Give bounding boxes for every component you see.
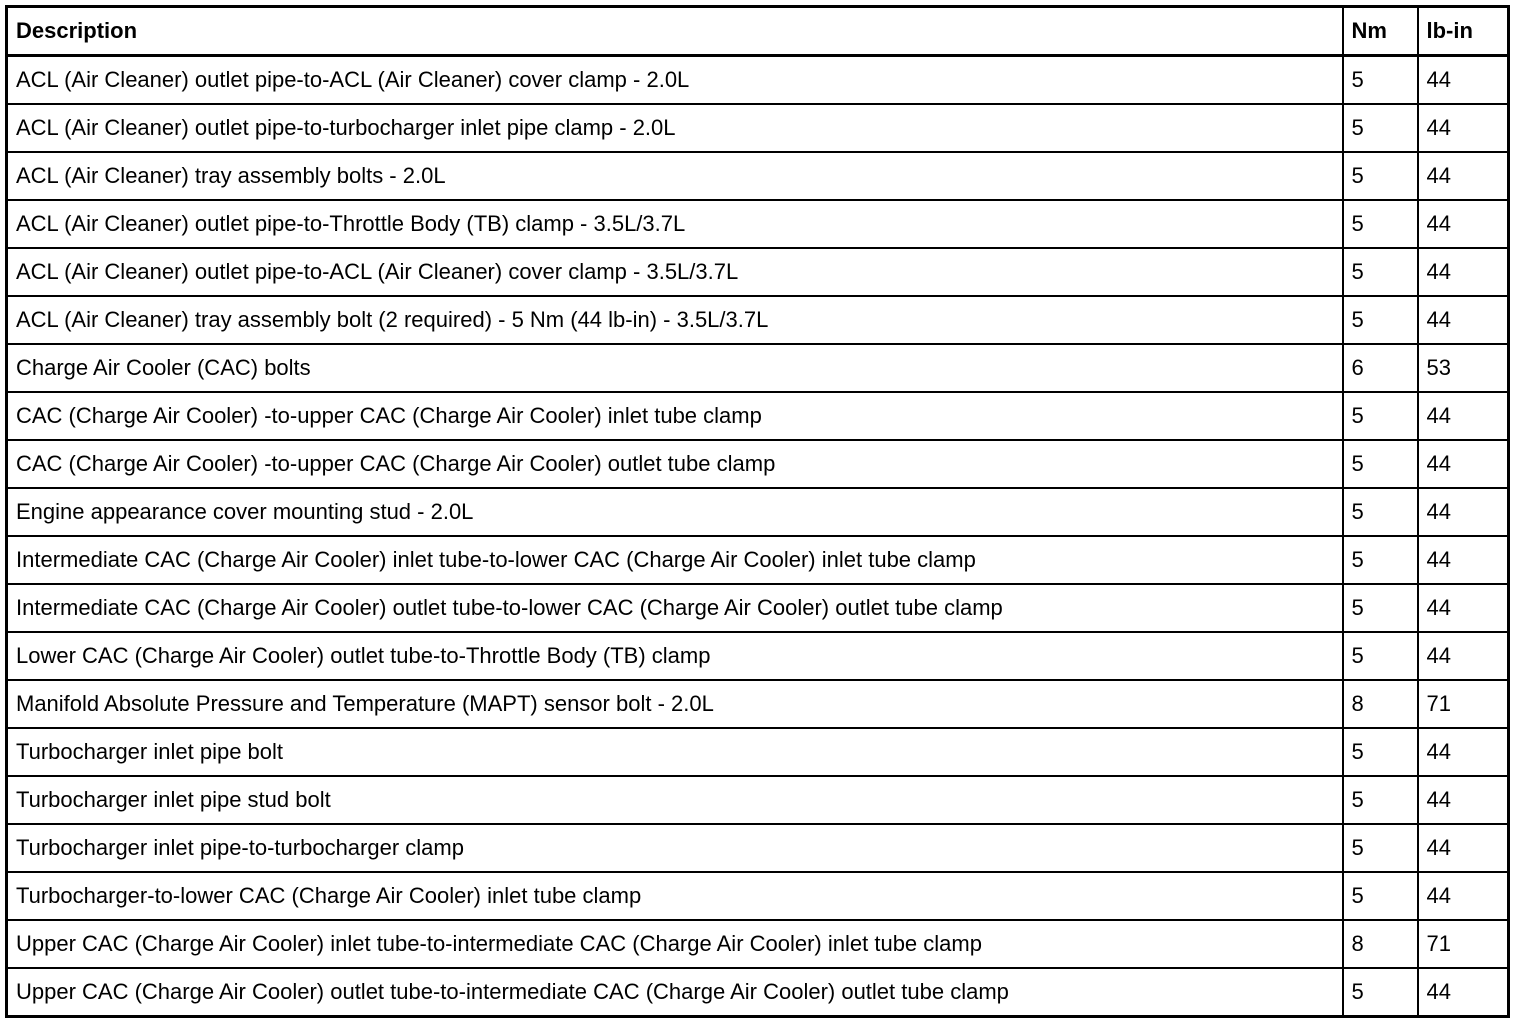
nm-cell: 5 [1343,248,1418,296]
table-row [7,536,1509,584]
nm-cell: 5 [1343,728,1418,776]
table-body [7,56,1509,1017]
description-cell: Manifold Absolute Pressure and Temperature (MAPT) sensor bolt - 2.0L [7,680,1343,728]
description-cell: Turbocharger inlet pipe stud bolt [7,776,1343,824]
description-cell: Turbocharger inlet pipe-to-turbocharger clamp [7,824,1343,872]
lb-in-cell: 53 [1418,344,1509,392]
lb-in-cell: 44 [1418,536,1509,584]
lb-in-cell: 44 [1418,56,1509,105]
nm-cell: 5 [1343,152,1418,200]
table-row [7,680,1509,728]
table-row [7,200,1509,248]
table-row [7,488,1509,536]
nm-cell: 5 [1343,440,1418,488]
column-header-description: Description [7,7,1343,56]
nm-cell: 5 [1343,968,1418,1017]
description-cell: Upper CAC (Charge Air Cooler) inlet tube-to-intermediate CAC (Charge Air Cooler) inlet tube clamp [7,920,1343,968]
description-cell: Turbocharger-to-lower CAC (Charge Air Cooler) inlet tube clamp [7,872,1343,920]
table-row [7,344,1509,392]
nm-cell: 5 [1343,872,1418,920]
lb-in-cell: 44 [1418,200,1509,248]
description-cell: Charge Air Cooler (CAC) bolts [7,344,1343,392]
description-cell: ACL (Air Cleaner) tray assembly bolt (2 required) - 5 Nm (44 lb-in) - 3.5L/3.7L [7,296,1343,344]
table-row [7,56,1509,105]
table-row [7,920,1509,968]
description-cell: ACL (Air Cleaner) outlet pipe-to-ACL (Air Cleaner) cover clamp - 2.0L [7,56,1343,105]
table-row [7,632,1509,680]
lb-in-cell: 44 [1418,152,1509,200]
table-row [7,824,1509,872]
nm-cell: 5 [1343,392,1418,440]
description-cell: Intermediate CAC (Charge Air Cooler) outlet tube-to-lower CAC (Charge Air Cooler) outlet tube clamp [7,584,1343,632]
nm-cell: 5 [1343,776,1418,824]
table-row [7,296,1509,344]
table-row [7,152,1509,200]
nm-cell: 5 [1343,632,1418,680]
nm-cell: 8 [1343,920,1418,968]
table-row [7,248,1509,296]
lb-in-cell: 44 [1418,584,1509,632]
lb-in-cell: 44 [1418,872,1509,920]
table-row [7,728,1509,776]
description-cell: Engine appearance cover mounting stud - 2.0L [7,488,1343,536]
lb-in-cell: 44 [1418,440,1509,488]
header-row [7,7,1509,56]
description-cell: Turbocharger inlet pipe bolt [7,728,1343,776]
nm-cell: 5 [1343,536,1418,584]
lb-in-cell: 44 [1418,248,1509,296]
description-cell: Lower CAC (Charge Air Cooler) outlet tube-to-Throttle Body (TB) clamp [7,632,1343,680]
lb-in-cell: 44 [1418,296,1509,344]
lb-in-cell: 71 [1418,680,1509,728]
table-row [7,968,1509,1017]
description-cell: ACL (Air Cleaner) tray assembly bolts - 2.0L [7,152,1343,200]
nm-cell: 5 [1343,56,1418,105]
column-header-nm: Nm [1343,7,1418,56]
description-cell: ACL (Air Cleaner) outlet pipe-to-ACL (Air Cleaner) cover clamp - 3.5L/3.7L [7,248,1343,296]
lb-in-cell: 44 [1418,488,1509,536]
table-row [7,584,1509,632]
nm-cell: 5 [1343,488,1418,536]
table-header [7,7,1509,56]
torque-spec-table [5,5,1510,1018]
lb-in-cell: 44 [1418,824,1509,872]
lb-in-cell: 44 [1418,728,1509,776]
description-cell: CAC (Charge Air Cooler) -to-upper CAC (Charge Air Cooler) inlet tube clamp [7,392,1343,440]
table-row [7,104,1509,152]
lb-in-cell: 71 [1418,920,1509,968]
lb-in-cell: 44 [1418,392,1509,440]
nm-cell: 8 [1343,680,1418,728]
table-row [7,392,1509,440]
nm-cell: 5 [1343,200,1418,248]
description-cell: Upper CAC (Charge Air Cooler) outlet tube-to-intermediate CAC (Charge Air Cooler) outlet tube clamp [7,968,1343,1017]
table-row [7,440,1509,488]
lb-in-cell: 44 [1418,968,1509,1017]
description-cell: ACL (Air Cleaner) outlet pipe-to-turbocharger inlet pipe clamp - 2.0L [7,104,1343,152]
nm-cell: 5 [1343,584,1418,632]
table-row [7,776,1509,824]
nm-cell: 5 [1343,296,1418,344]
nm-cell: 6 [1343,344,1418,392]
description-cell: Intermediate CAC (Charge Air Cooler) inlet tube-to-lower CAC (Charge Air Cooler) inlet tube clamp [7,536,1343,584]
description-cell: CAC (Charge Air Cooler) -to-upper CAC (Charge Air Cooler) outlet tube clamp [7,440,1343,488]
description-cell: ACL (Air Cleaner) outlet pipe-to-Throttle Body (TB) clamp - 3.5L/3.7L [7,200,1343,248]
lb-in-cell: 44 [1418,104,1509,152]
nm-cell: 5 [1343,824,1418,872]
lb-in-cell: 44 [1418,632,1509,680]
table-row [7,872,1509,920]
lb-in-cell: 44 [1418,776,1509,824]
nm-cell: 5 [1343,104,1418,152]
column-header-lb-in: lb-in [1418,7,1509,56]
